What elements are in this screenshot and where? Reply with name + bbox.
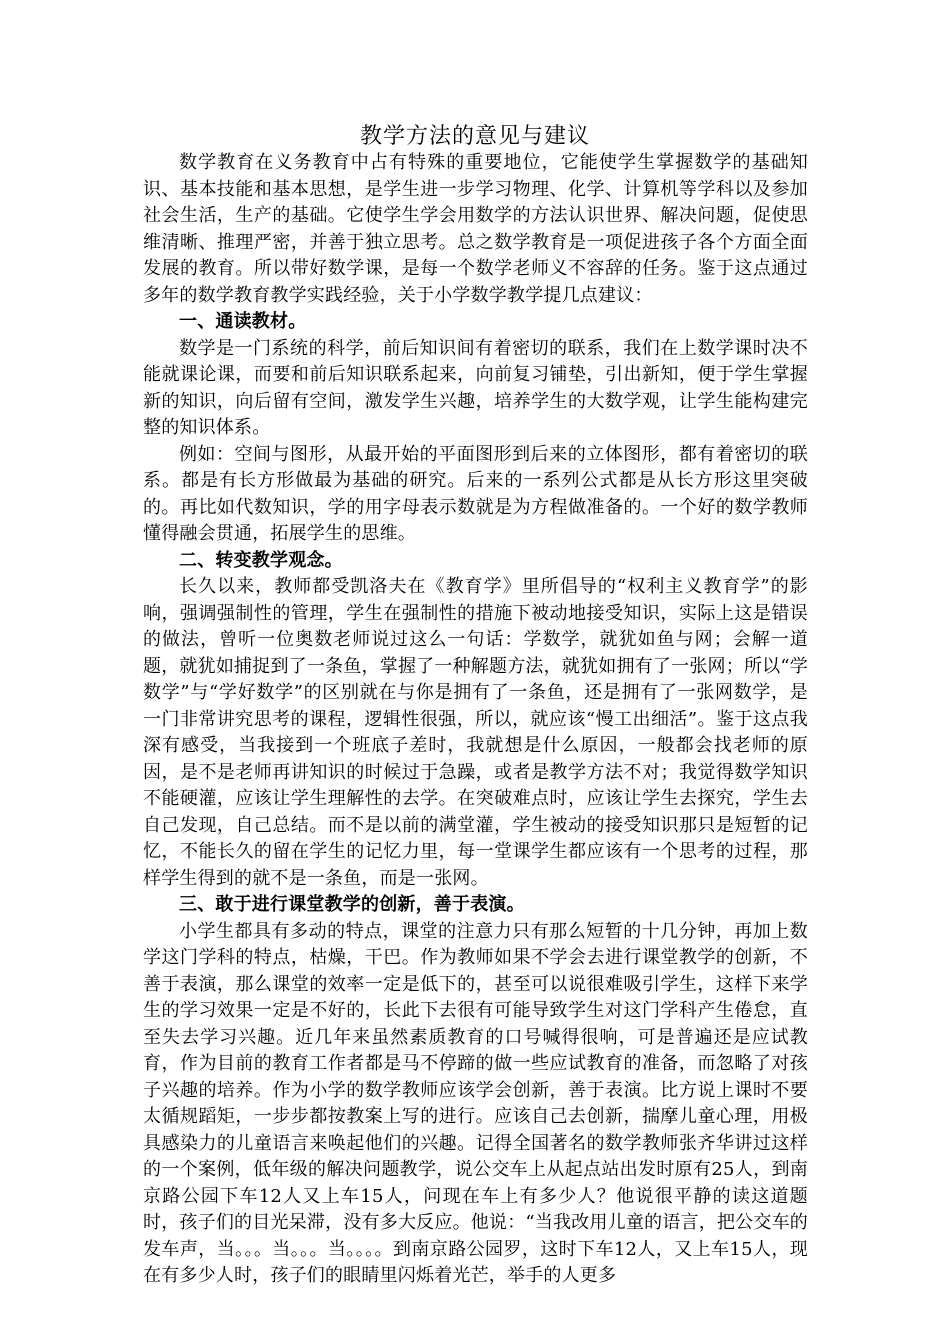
section-2-paragraph-1: 长久以来，教师都受凯洛夫在《教育学》里所倡导的“权利主义教育学”的影响，强调强制性的管理，学生在强制性的措施下被动地接受知识，实际上这是错误的做法，曾听一位奥数老师说过这么一句话：学数学，就犹如鱼与网；会解一道题，就犹如捕捉到了一条鱼，掌握了一种解题方法，就犹如拥有了一张网；所以“学数学”与“学好数学”的区别就在与你是拥有了一条鱼，还是拥有了一张网数学，是一门非常讲究思考的课程，逻辑性很强，所以，就应该“慢工出细活”。鉴于这点我深有感受，当我接到一个班底子差时，我就想是什么原因，一般都会找老师的原因，是不是老师再讲知识的时候过于急躁，或者是教学方法不对；我觉得数学知识不能硬灌，应该让学生理解性的去学。在突破难点时，应该让学生去探究，学生去自己发现，自己总结。而不是以前的满堂灌，学生被动的接受知识那只是短暂的记忆，不能长久的留在学生的记忆力里，每一堂课学生都应该有一个思考的过程，那样学生得到的就不是一条鱼，而是一张网。 bbox=[143, 576, 808, 889]
section-1-paragraph-2: 例如：空间与图形，从最开始的平面图形到后来的立体图形，都有着密切的联系。都是有长方形做最为基础的研究。后来的一系列公式都是从长方形这里突破的。再比如代数知识，学的用字母表示数就是为方程做准备的。一个好的数学教师懂得融会贯通，拓展学生的思维。 bbox=[143, 443, 808, 544]
section-heading-2: 二、转变教学观念。 bbox=[179, 549, 343, 571]
document-body bbox=[143, 150, 808, 1290]
section-3-paragraph-1: 小学生都具有多动的特点，课堂的注意力只有那么短暂的十几分钟，再加上数学这门学科的特点，枯燥，干巴。作为教师如果不学会去进行课堂教学的创新，不善于表演，那么课堂的效率一定是低下的，甚至可以说很难吸引学生，这样下来学生的学习效果一定是不好的，长此下去很有可能导致学生对这门学科产生倦怠，直至失去学习兴趣。近几年来虽然素质教育的口号喊得很响，可是普遍还是应试教育，作为目前的教育工作者都是马不停蹄的做一些应试教育的准备，而忽略了对孩子兴趣的培养。作为小学的数学教师应该学会创新，善于表演。比方说上课时不要太循规蹈矩，一步步都按教案上写的进行。应该自己去创新，揣摩儿童心理，用极具感染力的儿童语言来唤起他们的兴趣。记得全国著名的数学教师张齐华讲过这样的一个案例，低年级的解决问题教学，说公交车上从起点站出发时原有25人，到南京路公园下车12人又上车15人，问现在车上有多少人？他说很平静的读这道题时，孩子们的目光呆滞，没有多大反应。他说：“当我改用儿童的语言，把公交车的发车声，当。。。当。。。当。。。。到南京路公园罗，这时下车12人，又上车15人，现在有多少人时，孩子们的眼睛里闪烁着光芒，举手的人更多 bbox=[143, 920, 808, 1286]
section-heading-1: 一、通读教材。 bbox=[179, 311, 307, 332]
document-title: 教学方法的意见与建议 bbox=[359, 124, 590, 149]
intro-paragraph: 数学教育在义务教育中占有特殊的重要地位，它能使学生掌握数学的基础知识、基本技能和基本思想，是学生进一步学习物理、化学、计算机等学科以及参加社会生活，生产的基础。它使学生学会用数学的方法认识世界、解决问题，促使思维清晰、推理严密，并善于独立思考。总之数学教育是一项促进孩子各个方面全面发展的教育。所以带好数学课，是每一个数学老师义不容辞的任务。鉴于这点通过多年的数学教育教学实践经验，关于小学数学教学提几点建议： bbox=[143, 152, 808, 306]
section-heading-3: 三、敢于进行课堂教学的创新，善于表演。 bbox=[179, 894, 525, 915]
section-1-paragraph-1: 数学是一门系统的科学，前后知识间有着密切的联系，我们在上数学课时决不能就课论课，而要和前后知识联系起来，向前复习铺垫，引出新知，便于学生掌握新的知识，向后留有空间，激发学生兴趣，培养学生的大数学观，让学生能构建完整的知识体系。 bbox=[143, 337, 808, 438]
